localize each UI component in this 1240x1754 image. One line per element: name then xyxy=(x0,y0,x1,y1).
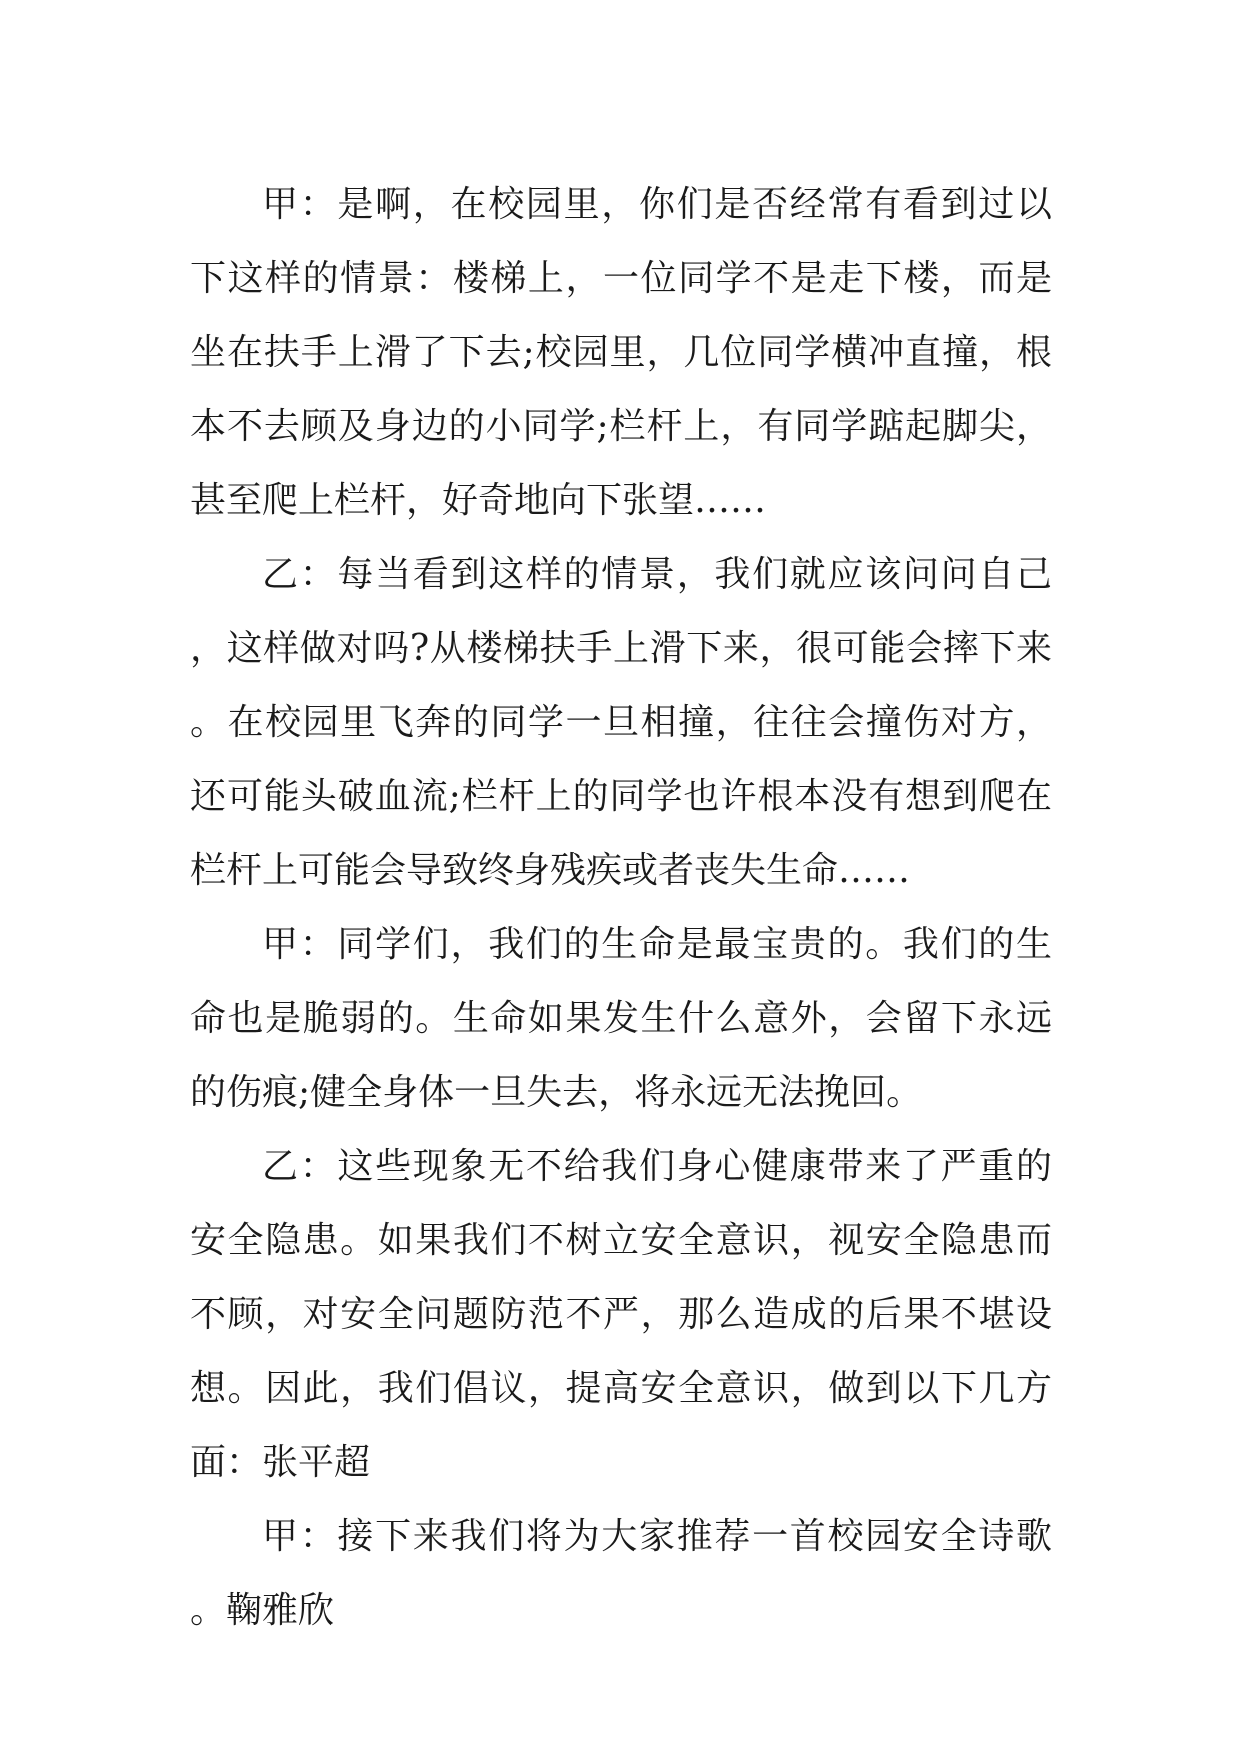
dialogue-paragraph-3: 甲：同学们，我们的生命是最宝贵的。我们的生命也是脆弱的。生命如果发生什么意外，会留下永远的伤痕;健全身体一旦失去，将永远无法挽回。 xyxy=(190,924,1052,1113)
document-body xyxy=(190,168,1052,1648)
dialogue-paragraph-4: 乙：这些现象无不给我们身心健康带来了严重的安全隐患。如果我们不树立安全意识，视安全隐患而不顾，对安全问题防范不严，那么造成的后果不堪设想。因此，我们倡议，提高安全意识，做到以下几方面：张平超 xyxy=(190,1146,1052,1483)
dialogue-paragraph-1: 甲：是啊，在校园里，你们是否经常有看到过以下这样的情景：楼梯上，一位同学不是走下楼，而是坐在扶手上滑了下去;校园里，几位同学横冲直撞，根本不去顾及身边的小同学;栏杆上，有同学踮起脚尖，甚至爬上栏杆，好奇地向下张望…… xyxy=(190,184,1052,521)
dialogue-paragraph-2: 乙：每当看到这样的情景，我们就应该问问自己，这样做对吗?从楼梯扶手上滑下来，很可能会摔下来。在校园里飞奔的同学一旦相撞，往往会撞伤对方，还可能头破血流;栏杆上的同学也许根本没有想到爬在栏杆上可能会导致终身残疾或者丧失生命…… xyxy=(190,554,1052,891)
dialogue-paragraph-5: 甲：接下来我们将为大家推荐一首校园安全诗歌。鞠雅欣 xyxy=(190,1516,1052,1631)
